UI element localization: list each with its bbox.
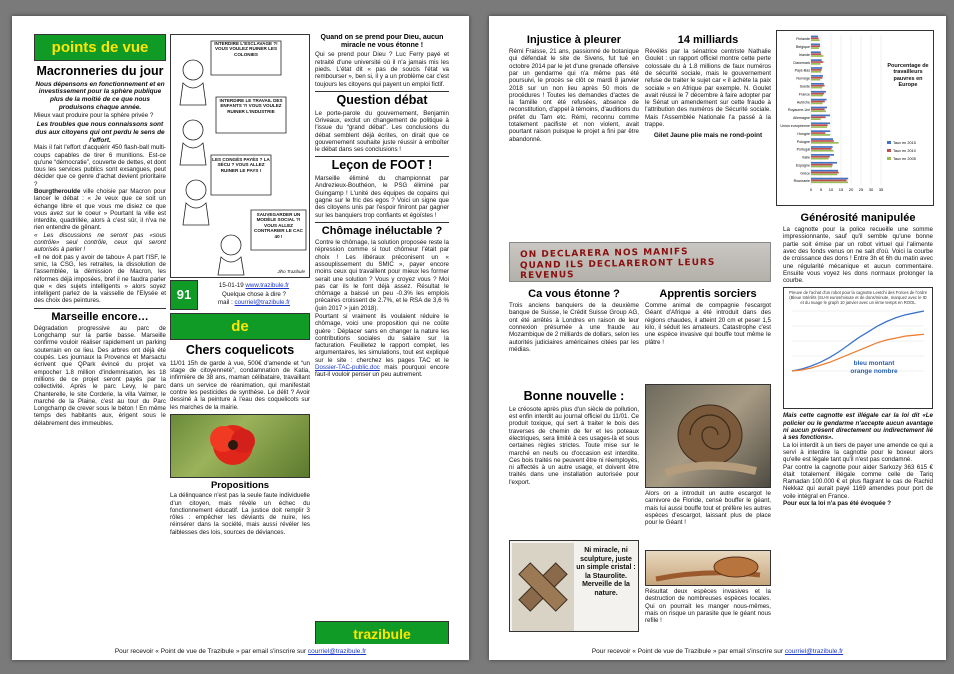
bar: [811, 53, 821, 55]
masthead-trazibule: [315, 621, 449, 644]
bar: [811, 181, 848, 183]
macron-p3-text: ville choisie par Macron pour lancer le débat : « Je veux que ce soit un échange libre et que vous me disiez ce que vous avez sur le coeur » Pourtant la ville est interdite, quadrillée, alors à c'est sûr, il n'va ne rien entendre de gênant.: [34, 187, 166, 232]
x-tick-label: 0: [809, 187, 813, 192]
cartoon-signature: Jiho Trazibule: [277, 269, 305, 274]
carnivore-snail-icon: [646, 551, 770, 585]
sorciers-text2: Alors on a introduit un autre escargot le carnivore de Floride, censé bouffer le géant, mais lui aussi bouffe tout et préfère les autres espèces d'escargot, laissant plus de place pour le Géant !: [645, 490, 771, 527]
etonne-text: Trois anciens banquiers de la deuxième banque de Suisse, le Crédit Suisse Group AG, ont été arrêtés à Londres en raison de leur connexion présumée à une fraude au Mozambique de 2 milliards de dollars, selon les autorités judiciaires américaines citées par les médias.: [509, 302, 639, 353]
bourgtheroulde: Bourgtheroulde: [34, 187, 81, 195]
bar: [811, 148, 832, 150]
masthead-points-de-vue: [34, 34, 166, 61]
category-label: Norvège: [796, 76, 810, 81]
nouvelle-text: Le créosote après plus d'un siècle de pollution, est enfin interdit au journal officiel du 11/01. Ce produit toxique, qui sert à traiter le bois des traverses de chemin de fer et les poteaux électriques, sera limité à ces usages-là et sous certaines règles strictes. Toute mise sur le marché en neufs ou d'occasion est interdite. Ces bois traités ne peuvent être ni réemployés, ni affectés à un autre usage, et doivent être traités dans une installation autorisée pour l'export.: [509, 405, 639, 486]
category-label: France: [798, 92, 810, 97]
sorciers-block: [645, 288, 771, 384]
bar: [811, 45, 820, 47]
bar: [811, 122, 830, 124]
bar: [811, 116, 826, 118]
bar: [811, 124, 828, 126]
miracle-text: Ni miracle, ni sculpture, juste un simple cristal : la Staurolite. Merveille de la nature.: [576, 547, 636, 597]
bar: [811, 37, 819, 39]
bar: [811, 103, 823, 105]
legend-swatch: [887, 149, 891, 152]
bar: [811, 95, 823, 97]
generosite-text3: La loi interdit à un tiers de payer une amende ce qui a servi à interdire la cagnotte pour le boxeur alors qu'elle est légale tant qu'il n'est pas condamné.: [783, 441, 933, 464]
foot-text: Marseille éliminé du championnat par Andrezieux-Bouthéon, le PSG éliminé par Guingamp ! L'unité des équipes de copains qui gagne sur le fric des egos ? Voici un signe que des citoyens unis par l'espoir finiront par gagner sur les banquiers trop confiants et égoïstes !: [315, 175, 449, 219]
chomage-text2: [315, 313, 449, 379]
generosite-text2: [783, 412, 933, 441]
issue-box: [170, 280, 310, 310]
x-tick-label: 30: [868, 187, 874, 192]
dossier-tac-link[interactable]: Dossier-TAC-public.doc: [315, 364, 380, 372]
bar: [811, 126, 827, 128]
macron-p5: «Il ne doit pas y avoir de tabou» À part l'ISF, le smic, la CSG, les retraites, la dissolution de l'assemblée, la démission de Macron, les réformes déjà imposées, bref il ne faudra parler que « des sujets intelligents » alors soyez intelligent parlez de la vaisselle de l'Elysée et des choix des peintures.: [34, 253, 166, 305]
bar: [811, 115, 830, 117]
left-column-1: [34, 34, 166, 644]
graffiti-line-2: QUAND ILS DECLARERONT LEURS REVENUS: [519, 257, 716, 282]
bar: [811, 164, 833, 166]
propositions-title: Propositions: [210, 479, 270, 491]
bar: [811, 61, 823, 63]
milliards-title: 14 milliards: [677, 34, 739, 46]
x-tick-label: 10: [828, 187, 834, 192]
legend-entry: Taux en 2015: [893, 141, 916, 145]
bar: [811, 132, 825, 134]
category-label: Roumanie: [793, 179, 810, 184]
bubble-3: LES CONGÉS PAYÉS ? LA SÉCU ? VOUS ALLEZ RUINER LE PAYS !: [212, 157, 270, 173]
issue-number: 91: [170, 280, 198, 310]
macron-intro: Nous dépensons en fonctionnement et en investissement pour la sphère publique plus de la moitié de ce que nous produisons chaque année.: [35, 80, 165, 111]
bar: [811, 77, 822, 79]
sorciers-text3: Résultat deux espèces invasives et la destruction de nombreuses espèces locales. Qui on pourrait les manger nous-mêmes, mais on risque un parasite que le géant nous refile !: [645, 588, 771, 625]
category-label: Danemark: [793, 60, 810, 65]
milliards-block: [645, 34, 771, 244]
macron-title: Macronneries du jour: [36, 64, 164, 78]
legend-entry: Taux en 2010: [893, 149, 916, 153]
nouvelle-title: Bonne nouvelle :: [523, 390, 625, 403]
bar: [811, 99, 827, 101]
legend-entry: Taux en 2005: [893, 157, 916, 161]
foot-title: Leçon de FOOT !: [331, 158, 433, 173]
bar: [811, 172, 839, 174]
bar: [811, 118, 821, 120]
category-label: Portugal: [796, 147, 810, 152]
coquelicots-title: Chers coquelicots: [185, 343, 295, 357]
poverty-chart: [776, 30, 934, 206]
category-label: Union européenne: [780, 123, 810, 128]
generosite-text4: Par contre la cagnotte pour aider Sarkozy 363 615 € était totalement illégale comme celle de Tariq Ramadan 100.000 € et plus flagrant le cas de Rachid Nekkaz qui aurait payé 1169 amendes pour port de voile intégral en France.: [783, 463, 933, 500]
category-label: Pologne: [796, 139, 810, 144]
bar: [811, 47, 819, 49]
bar: [811, 134, 830, 136]
milliards-text: Révélés par la sénatrice centriste Nathalie Goulet : un rapport officiel montre cette perte colossale du à 1.8 millions de faux numéros de sécurité sociale, mais le gouvernement refuse de traiter le sujet car « il achète la paix sociale » en Afrique par exemple. N. Goulet avait réussi le 7 décembre à faire adopter par le Sénat un amendement sur cette fraude à l'attribution des numéros de Sécurité sociale. Mais l'Assemblée Nationale l'a passé à la trappe.: [645, 48, 771, 129]
bar: [811, 130, 830, 132]
masthead-trazibule-text: trazibule: [353, 626, 411, 642]
issue-mail-link[interactable]: courriel@trazibule.fr: [234, 299, 290, 306]
macron-intro2: Les troubles que nous connaissons sont dus aux citoyens qui ont perdu le sens de l'effort.: [35, 121, 165, 144]
cagnotte-graph: [783, 287, 933, 409]
graffiti-line-1: ON DECLARERA NOS MANIFS: [519, 247, 689, 261]
generosite-law: Mais cette cagnotte est illégale car la loi dit «Le policier ou le gendarme n'accepte aucun avantage ni aucun présent directement ou indirectement lié à ses fonctions».: [783, 412, 933, 442]
bar: [811, 75, 823, 77]
left-footer: [12, 648, 469, 655]
sorciers-text: Comme animal de compagnie l'escargot Géant d'Afrique a été introduit dans des régions chaudes, il atteint 20 cm et peser 1,5 kilo, il séduit les amateurs. Catastrophe c'est une espèce invasive qui bouffe tout même le plâtre !: [645, 302, 771, 346]
chart-title: Pourcentage de travailleurs pauvres en Europe: [887, 63, 929, 88]
bar: [811, 178, 848, 180]
bar: [811, 39, 820, 41]
bar: [811, 83, 824, 85]
snail-icon: [646, 385, 770, 487]
bar: [811, 150, 834, 152]
x-tick-label: 25: [858, 187, 864, 192]
generosite-title: Générosité manipulée: [800, 212, 916, 224]
bar: [811, 107, 827, 109]
bar: [811, 162, 837, 164]
issue-question: Quelque chose à dire ?: [222, 290, 286, 298]
sorciers-cont: [645, 490, 771, 548]
bar: [811, 67, 822, 69]
chomage-text2a: Pourtant si vraiment ils voulaient réduire le chômage, voici une proposition qui ne coûte guère : Déplacer sans en changer la nature les contributions sociales du salaire sur la facturation. Feuilletez le rapport complet, les argumentaires, les simulations, tout est expliqué sur le site : cherchez les pages TAC et le: [315, 312, 449, 364]
bar: [811, 43, 820, 45]
etonne-title: Ca vous étonne ?: [528, 288, 620, 300]
category-label: Finlande: [796, 37, 810, 42]
generosite-block: [783, 212, 933, 640]
category-label: Hongrie: [797, 131, 810, 136]
debat-title: Question débat: [336, 92, 428, 107]
category-label: Grèce: [800, 171, 810, 176]
masthead-de: [170, 313, 310, 340]
bar: [811, 91, 826, 93]
x-tick-label: 5: [819, 187, 823, 192]
marseille-title: Marseille encore…: [51, 310, 149, 323]
bar: [811, 140, 834, 142]
snail-photo: [645, 384, 771, 488]
chomage-title: Chômage inéluctable ?: [321, 224, 443, 237]
bar: [811, 69, 822, 71]
bar: [811, 71, 821, 73]
propositions-text: La délinquance n'est pas la seule faute individuelle d'un citoyen, mais révèle un échec du fonctionnement éducatif. La justice doit remplir 3 rôles : empêcher les déviants de nuire, les réinsérer dans la société, mais aussi révéler les faiblesses des lois, sources de déviances.: [170, 492, 310, 536]
issue-site-link[interactable]: www.trazibule.fr: [245, 282, 290, 289]
injustice-block: [509, 34, 639, 244]
category-label: Royaume-Uni: [788, 108, 810, 113]
bar: [811, 180, 847, 182]
bar: [811, 174, 837, 176]
right-footer-text: Pour recevoir « Point de vue de Trazibule » par email s'inscrire sur: [591, 648, 784, 655]
masthead-title: points de vue: [51, 39, 149, 56]
category-label: Allemagne: [793, 116, 810, 121]
dieu-title: Quand on se prend pour Dieu, aucun miracle ne vous étonne !: [320, 34, 444, 49]
cartoon: [170, 34, 310, 278]
injustice-text: Rémi Fraisse, 21 ans, passionné de botanique qui défendait le site de Sivens, fut tué en octobre 2014 par le jet d'une grenade offensive par un gendarme qui n'a même pas été poursuivi, le procès se clôt ce mardi 8 janvier 2018 sur un non lieu après 50 mois de procédures ! Toutes les demandes d'actes de la famille ont été refusées, absence de reconstitution, d'appel à témoins, d'auditions du préfet du Tarn etc. Rémi, reconnu comme totalement pacifiste et non violent, avait pourtant raison puisque le projet a fini par être abandonné.: [509, 48, 639, 143]
category-label: Autriche: [796, 100, 810, 105]
chomage-text1: Contre le chômage, la solution proposée reste la répression comme si tout chômeur l'était par choix ! Les libéraux préconisent un « assouplissement du SMIC », payer encore moins ceux qui travaillent pour mieux les former serait une solution ? Vous y croyez vous ? Moi pas car ils le font déjà assez. Résultat le chômage a baissé un peu -0.3% les emplois précaires croissent de 2.7%, et le RSA de 3,6 % (juin 2017 > juin 2018).: [315, 239, 449, 312]
macron-p3: [34, 188, 166, 232]
left-footer-text: Pour recevoir « Point de vue de Trazibule » par email s'inscrire sur: [114, 648, 307, 655]
masthead-de-text: de: [231, 318, 249, 335]
bar: [811, 166, 832, 168]
photo-caption: Gilet Jaune plie mais ne rond-point: [653, 132, 763, 140]
bar: [811, 55, 823, 57]
x-tick-label: 20: [848, 187, 854, 192]
issue-info: [198, 280, 310, 310]
bar: [811, 146, 833, 148]
left-footer-mail-link[interactable]: courriel@trazibule.fr: [307, 648, 367, 655]
right-footer: [489, 648, 946, 655]
graph-caption: Preuve de l'achat d'un robot pour la cagnotte Leetchi des Forces de l'ordre (Bleue Intérêts (SU-8 euros/minute et de dons/minute, marquez avec le ID et du nuage le graph 10 janvier avec un ième temps en ROOL: [788, 290, 928, 306]
bar: [811, 138, 833, 140]
bubble-1: INTERDIRE L'ESCLAVAGE ?! VOUS VOULEZ RUINER LES COLONIES: [214, 41, 278, 57]
generosite-text5: Pour eux la loi n'a pas été évoquée ?: [783, 500, 892, 508]
debat-text: Le porte-parole du gouvernement, Benjamin Griveaux, exclut un changement de politique à l'issue du “grand débat”. Les conclusions du débat semblent déjà écrites, on dirait que ce gouvernement souhaite juste réussir à emboîter le débat dans ses conclusions !: [315, 109, 449, 154]
bar: [811, 63, 820, 65]
graph-label: bleu montant orange nombre: [850, 360, 898, 375]
issue-mail-label: mail :: [218, 299, 233, 306]
macron-p1: Mieux vaut produire pour la sphère privée ?: [34, 112, 154, 120]
x-tick-label: 35: [878, 187, 884, 192]
bar: [811, 109, 825, 111]
bar: [811, 158, 829, 160]
staurolite-icon: [512, 543, 574, 631]
right-page: [489, 16, 946, 660]
sorciers-title: Apprentis sorciers: [659, 288, 757, 300]
x-tick-label: 15: [838, 187, 844, 192]
left-page: [12, 16, 469, 660]
dieu-text: Qui se prend pour Dieu ? Luc Ferry payé et retraité d'une université où il n'a jamais mis les pieds. L'état dit « pas de soucis l'état va rembourser », ben si, il y a un problème car c'est toujours les citoyens qui payent un emploi fictif.: [315, 51, 449, 88]
cartoon-drawing: [171, 35, 309, 277]
category-label: Italie: [802, 155, 810, 160]
bar: [811, 87, 822, 89]
left-column-2: [170, 34, 310, 644]
right-footer-mail-link[interactable]: courriel@trazibule.fr: [784, 648, 844, 655]
snail2-photo: [645, 550, 771, 586]
nouvelle-block: [509, 390, 639, 536]
marseille-text: Dégradation progressive au parc de Longchamp sur la partie basse. Marseille confirme vouloir réaliser rapidement un parking souterrain en ce lieu. Des arbres ont déjà été coupés. Les journaux la Provence et Marsactu écrivent que QPark évincé du projet va empocher 1.8 million d'indemnisation, les 18 millions de ce projet seront payés par la collectivité. Après le parc Levy, le parc Chanterelle, le site Corderie, la villa Valmer, le marché de la Plaine, c'est au tour du Parc Longchamp de crever sous le béton ! En même temps des habitants aux, érigent sous le délabrement des immeubles.: [34, 324, 166, 427]
bar: [811, 79, 820, 81]
legend-swatch: [887, 157, 891, 160]
cagnotte-line-chart: [784, 307, 932, 397]
legend-swatch: [887, 141, 891, 144]
generosite-text: La cagnotte pour la police recueille une somme impressionnante, sauf qu'il semble qu'une bonne partie soit émise par un robot virtuel qui l'alimente avec des fonds venus on ne sait d'où. Voici la courbe de croissance des dons ! Entre 3h et 6h du matin avec une régularité mécanique et aucun commentaire. Ensuite vous voyez les dons normaux prolonger la courbe.: [783, 226, 933, 285]
coquelicots-text: 11/01 15h de garde à vue, 500€ d'amende et “un stage de citoyenneté”, condamnation de Katia, infirmière de 38 ans, maman célibataire, travaillant dans un service de réanimation, qui manifestait contre les pesticides de synthèse. Le délit ? Avoir dessiné à la peinture à l'eau des coquelicots sur les marches de la mairie.: [170, 359, 310, 411]
bar: [811, 93, 824, 95]
bar: [811, 156, 830, 158]
sorciers-cont2: [645, 588, 771, 638]
chomage-text3: mais pourquoi encore faut-il vouloir penser un peu autrement.: [315, 364, 449, 379]
bubble-2: INTERDIRE LE TRAVAIL DES ENFANTS ?! VOUS VOULEZ RUINER L'INDUSTRIE: [219, 98, 283, 114]
bar: [811, 36, 818, 38]
bubble-4: SAUVEGARDER UN MODÈLE SOCIAL ?! VOUS ALLEZ CONTRARIER LE CAC 40 !: [254, 212, 303, 239]
poppy-photo: [170, 414, 310, 478]
bar: [811, 154, 834, 156]
category-label: Pays-Bas: [794, 68, 810, 73]
poverty-chart-svg: [777, 31, 933, 205]
bar: [811, 110, 826, 112]
left-column-3: [315, 34, 449, 644]
category-label: Suède: [799, 84, 810, 89]
macron-p4: « Les discussions ne seront pas «sous contrôle» seul contrôle, ceux qui seront autorisés à parler !: [34, 231, 166, 254]
bar: [811, 85, 825, 87]
bar: [811, 101, 825, 103]
bar: [811, 142, 839, 144]
poppy-icon: [171, 415, 309, 477]
bar: [811, 170, 838, 172]
category-label: Irlande: [799, 52, 810, 57]
category-label: Belgique: [796, 45, 810, 50]
bar: [811, 51, 821, 53]
category-label: Espagne: [795, 163, 810, 168]
graffiti-photo: [509, 242, 771, 282]
issue-date: 15-01-19: [218, 282, 244, 289]
etonne-block: [509, 288, 639, 388]
staurolite-box: [509, 540, 639, 632]
bar: [811, 59, 822, 61]
macron-p2: Mais il fait l'effort d'acquérir 450 flash-ball multi-coups capables de tirer 6 munitions. Est-ce qu'une “démocratie”, couverte de dettes, et dont tous les services publics sont exsangues, peut décider que ce genre d'achat devient prioritaire ?: [34, 144, 166, 188]
injustice-title: Injustice à pleurer: [526, 34, 622, 46]
